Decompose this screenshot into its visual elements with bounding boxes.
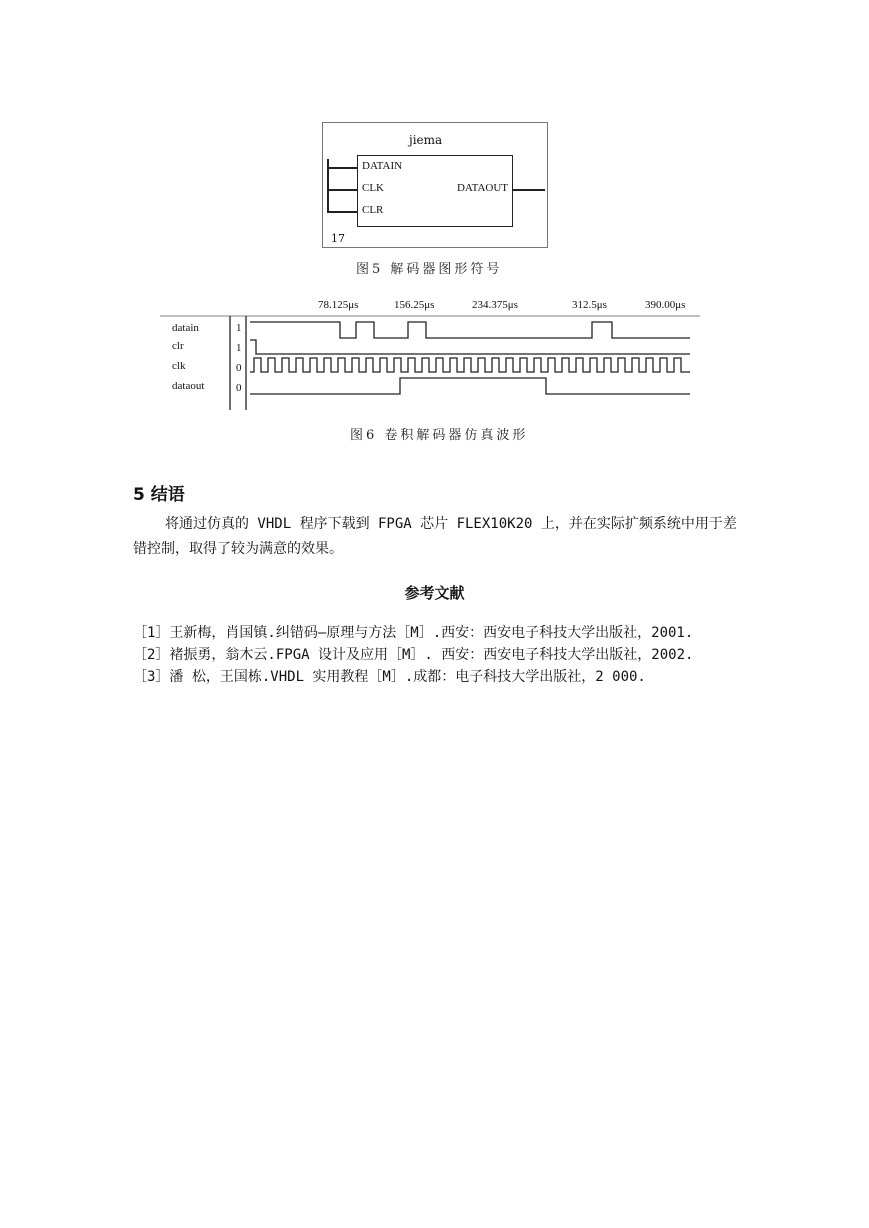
signal-level-dataout: 0 bbox=[236, 382, 242, 394]
dataout-wire bbox=[513, 189, 545, 191]
pin-clr: CLR bbox=[362, 204, 384, 216]
signal-label-clk: clk bbox=[172, 360, 186, 372]
signal-label-datain: datain bbox=[172, 322, 199, 334]
signal-level-clr: 1 bbox=[236, 342, 242, 354]
decoder-symbol-figure bbox=[322, 122, 548, 248]
waveform-graphic bbox=[160, 292, 708, 442]
time-marker-3: 234.375μs bbox=[472, 299, 518, 311]
time-marker-4: 312.5μs bbox=[572, 299, 607, 311]
reference-list bbox=[133, 622, 745, 688]
block-name: jiema bbox=[409, 133, 443, 147]
signal-level-clk: 0 bbox=[236, 362, 242, 374]
datain-wire bbox=[327, 167, 357, 169]
time-marker-1: 78.125μs bbox=[318, 299, 359, 311]
clr-wave bbox=[250, 340, 690, 354]
clr-wire bbox=[327, 211, 357, 213]
clk-wire bbox=[327, 189, 357, 191]
reference-item-3: ［3］潘 松，王国栋.VHDL 实用教程［M］.成都：电子科技大学出版社，2 000. bbox=[133, 669, 646, 685]
signal-label-dataout: dataout bbox=[172, 380, 205, 392]
reference-item-1: ［1］王新梅，肖国镇.纠错码—原理与方法［M］.西安：西安电子科技大学出版社，2001. bbox=[133, 625, 694, 641]
dataout-wave bbox=[250, 378, 690, 394]
pin-dataout: DATAOUT bbox=[456, 182, 508, 194]
signal-label-clr: clr bbox=[172, 340, 184, 352]
time-marker-5: 390.00μs bbox=[645, 299, 686, 311]
references-title: 参考文献 bbox=[404, 584, 465, 602]
figure5-caption: 图5 解码器图形符号 bbox=[356, 262, 503, 277]
clk-wave bbox=[250, 358, 690, 372]
corner-number: 17 bbox=[331, 232, 345, 245]
signal-level-datain: 1 bbox=[236, 322, 242, 334]
time-marker-2: 156.25μs bbox=[394, 299, 435, 311]
pin-datain: DATAIN bbox=[362, 160, 403, 172]
pin-clk: CLK bbox=[362, 182, 384, 194]
section-heading: 5 结语 bbox=[133, 485, 185, 505]
decoder-block bbox=[357, 155, 513, 227]
waveform-figure bbox=[160, 292, 708, 442]
conclusion-paragraph: 将通过仿真的 VHDL 程序下载到 FPGA 芯片 FLEX10K20 上，并在实际扩频系统中用于差错控制，取得了较为满意的效果。 bbox=[133, 516, 737, 557]
datain-wave bbox=[250, 322, 690, 338]
figure6-caption: 图6 卷积解码器仿真波形 bbox=[350, 428, 529, 443]
reference-item-2: ［2］褚振勇，翁木云.FPGA 设计及应用［M］. 西安：西安电子科技大学出版社，2002. bbox=[133, 647, 694, 663]
